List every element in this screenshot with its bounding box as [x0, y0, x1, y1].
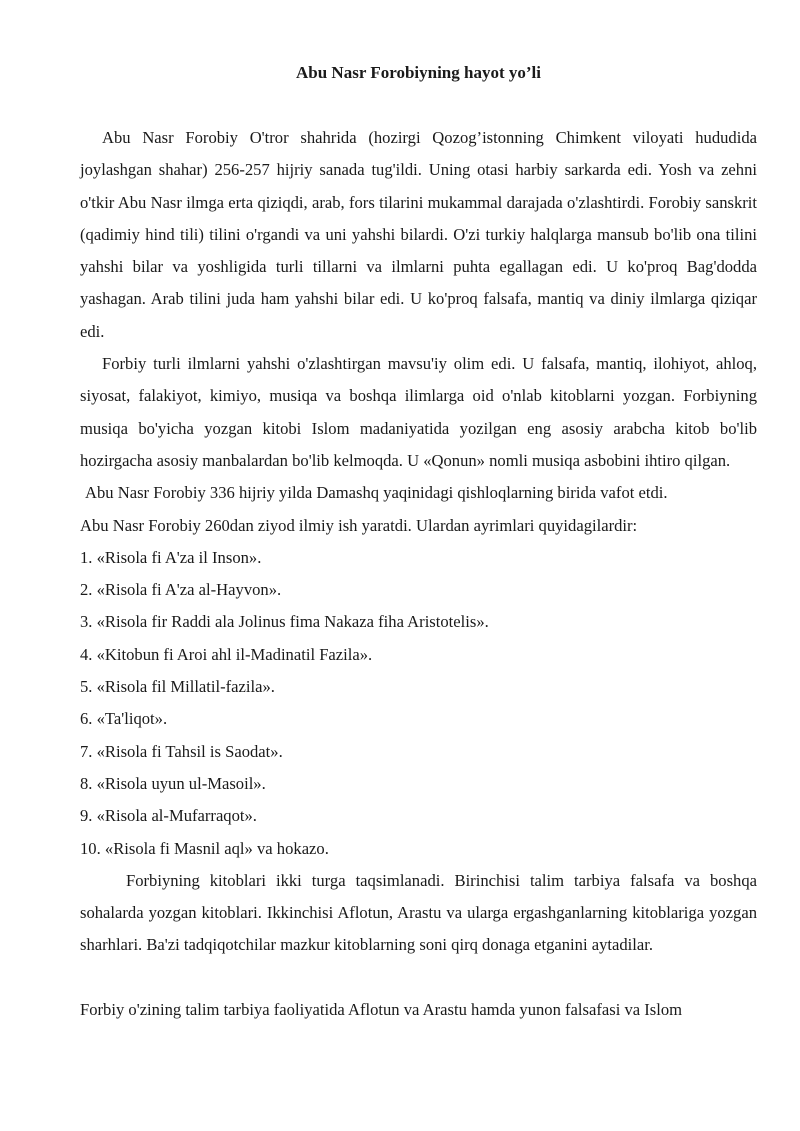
works-list	[80, 542, 757, 865]
list-item: 3. «Risola fir Raddi ala Jolinus fima Nakaza fiha Aristotelis».	[80, 612, 489, 632]
death-line: Abu Nasr Forobiy 336 hijriy yilda Damashq yaqinidagi qishloqlarning birida vafot etdi.	[85, 483, 668, 503]
paragraph-birth: Abu Nasr Forobiy O'tror shahrida (hozirgi Qozog’istonning Chimkent viloyati hududida joylashgan shahar) 256-257 hijriy sanada tug'ildi. Uning otasi harbiy sarkarda edi. Yosh va zehni o'tkir Abu Nasr ilmga erta qiziqdi, arab, fors tilarini mukammal darajada o'zlashtirdi. Forobiy sanskrit (qadimiy hind tili) tilini o'rgandi va uni yahshi bilardi. O'zi turkiy halqlarga mansub bo'lib ona tilini yahshi bilar va yoshligida turli tillarni va ilmlarni puhta egallagan edi. U ko'proq Bag'dodda yashagan. Arab tilini juda ham yahshi bilar edi. U ko'proq falsafa, mantiq va diniy ilmlarga qiziqar edi.	[80, 128, 757, 341]
list-item: 9. «Risola al-Mufarraqot».	[80, 806, 257, 826]
list-item: 1. «Risola fi A'za il Inson».	[80, 547, 262, 567]
document-page	[80, 62, 757, 1026]
paragraph-books: Forbiyning kitoblari ikki turga taqsimlanadi. Birinchisi talim tarbiya falsafa va boshqa sohalarda yozgan kitoblari. Ikkinchisi Aflotun, Arastu va ularga ergashganlarning kitoblariga yozgan sharhlari. Ba'zi tadqiqotchilar mazkur kitoblarning soni qirq donaga etganini aytadilar.	[80, 870, 757, 955]
list-item: 7. «Risola fi Tahsil is Saodat».	[80, 741, 283, 761]
last-line: Forbiy o'zining talim tarbiya faoliyatida Aflotun va Arastu hamda yunon falsafasi va Islom	[80, 999, 683, 1019]
list-item: 4. «Kitobun fi Aroi ahl il-Madinatil Fazila».	[80, 644, 373, 664]
paragraph-scholarship: Forbiy turli ilmlarni yahshi o'zlashtirgan mavsu'iy olim edi. U falsafa, mantiq, ilohiyot, ahloq, siyosat, falakiyot, kimiyo, musiqa va boshqa ilimlarga oid o'nlab kitoblarni yozgan. Forbiyning musiqa bo'yicha yozgan kitobi Islom madaniyatida yozilgan eng asosiy arabcha kitob bo'lib hozirgacha asosiy manbalardan bo'lib kelmoqda. U «Qonun» nomli musiqa asbobini ihtiro qilgan.	[80, 354, 757, 470]
list-item: 10. «Risola fi Masnil aql» va hokazo.	[80, 838, 329, 858]
list-item: 5. «Risola fil Millatil-fazila».	[80, 677, 275, 697]
list-item: 8. «Risola uyun ul-Masoil».	[80, 773, 266, 793]
paragraph-spacer	[80, 962, 757, 994]
list-item: 6. «Ta'liqot».	[80, 709, 168, 729]
works-intro: Abu Nasr Forobiy 260dan ziyod ilmiy ish yaratdi. Ulardan ayrimlari quyidagilardir:	[80, 515, 638, 535]
page-title: Abu Nasr Forobiyning hayot yo’li	[296, 63, 541, 82]
list-item: 2. «Risola fi A'za al-Hayvon».	[80, 580, 282, 600]
